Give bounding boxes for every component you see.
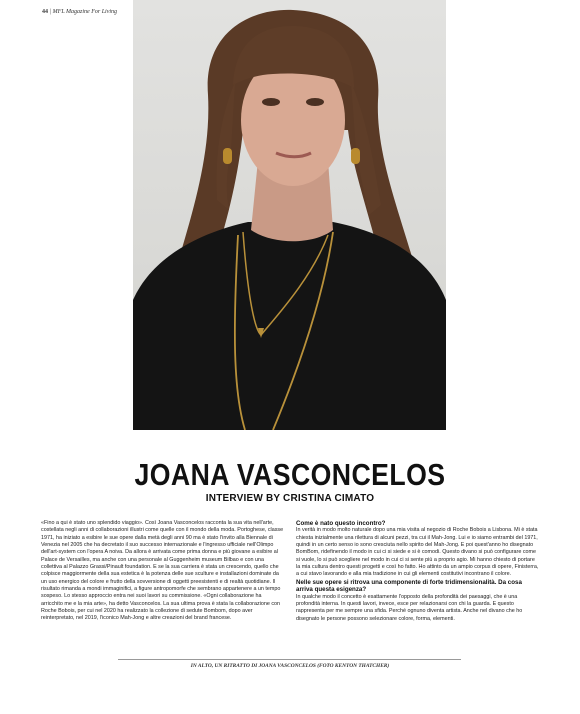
body-paragraph: «Fino a qui è stato uno splendido viaggio». Così Joana Vasconcelos racconta la sua vita nell'arte, costellata negli anni di collaborazioni illustri come quelle con il mondo della moda. Portoghese, classe 1971, ha iniziato a esibire le sue opere dalla metà degli anni 90 ma è stato l'invito alla Biennale di Venezia nel 2005 che ha decretato il suo successo internazionale e l'ingresso ufficiale nell'Olimpo dell'art-system con l'opera A noiva. Da allora è arrivata come prima donna e più giovane a esibire al Palace de Versailles, ma anche con una personale al Guggenheim museum Bilbao e con una collettiva al Palazzo Grassi/Pinault foundation. E se la sua carriera è stata un crescendo, quello che colpisce maggiormente della sua estetica è la potenza delle sue sculture e installazioni dominate da un uso energico del colore e frutto della sovversione di oggetti preesistenti e di realtà quotidiane. Il risultato rimanda a mondi immaginifici, a figure antropomorfe che sembrano appartenere a un tempo sospeso. Lo stesso approccio entra nei suoi lavori su commissione. «Ogni collaborazione ha arricchito me e la mia arte», ha detto Vasconcelos. La sua ultima prova è stata la collaborazione con Roche Bobois, per cui nel 2020 ha realizzato la collezione di sedute Bombom, dopo aver reinterpretato, nel 2019, l'iconico Mah-Jong e altre creazioni del brand francese. [41, 520, 284, 622]
caption-divider [118, 659, 461, 660]
article-title: JOANA VASCONCELOS [134, 457, 446, 492]
interview-question: Nelle sue opere si ritrova una componente di forte tridimensionalità. Da cosa arriva questa esigenza? [296, 578, 522, 594]
article-subtitle: INTERVIEW BY CRISTINA CIMATO [205, 493, 375, 504]
magazine-name: | MFL Magazine For Living [49, 9, 118, 15]
portrait-photo [133, 0, 446, 430]
left-column [41, 520, 284, 623]
interview-answer: In verità in modo molto naturale dopo una mia visita al negozio di Roche Bobois a Lisbona. Mi è stata chiesta inizialmente una rilettura di alcuni pezzi, tra cui il Mah-Jong. Lui e io siamo entrambi del 1971, quindi in un certo senso io sono cresciuta nello spirito del Mah-Jong. E poi quest'anno ho disegnato BomBom, ridefinendo il modo in cui ci si siede e si è comodi. Questo divano si può configurare come si vuole, lo si può scegliere nel modo in cui ci si sente più a proprio agio. Mi hanno chiesto di portare la mia cultura dentro questi progetti e così ho fatto. Ho attinto da un ampio corpus di opere, Finisterra, a cui stavo lavorando e alla mia tradizione in cui gli elementi costitutivi incontrano il colore. [296, 527, 539, 578]
photo-caption: IN ALTO, UN RITRATTO DI JOANA VASCONCELOS (FOTO KENTON THATCHER) [190, 663, 390, 669]
portrait-illustration [133, 0, 446, 430]
page-number: 44 [42, 9, 48, 15]
page-header [42, 9, 117, 15]
interview-question: Come è nato questo incontro? [296, 520, 386, 527]
interview-answer: In qualche modo il concetto è esattamente l'opposto della profondità dei paesaggi, che è una profondità interna. In questi lavori, invece, esce per relazionarsi con chi la guarda. E questo rappresenta per me sempre una sfida. Perché ognuno diventa artista. Anche nel divano che ho disegnato le persone possono selezionare colore, forma, elementi. [296, 593, 523, 622]
right-column [296, 520, 540, 623]
